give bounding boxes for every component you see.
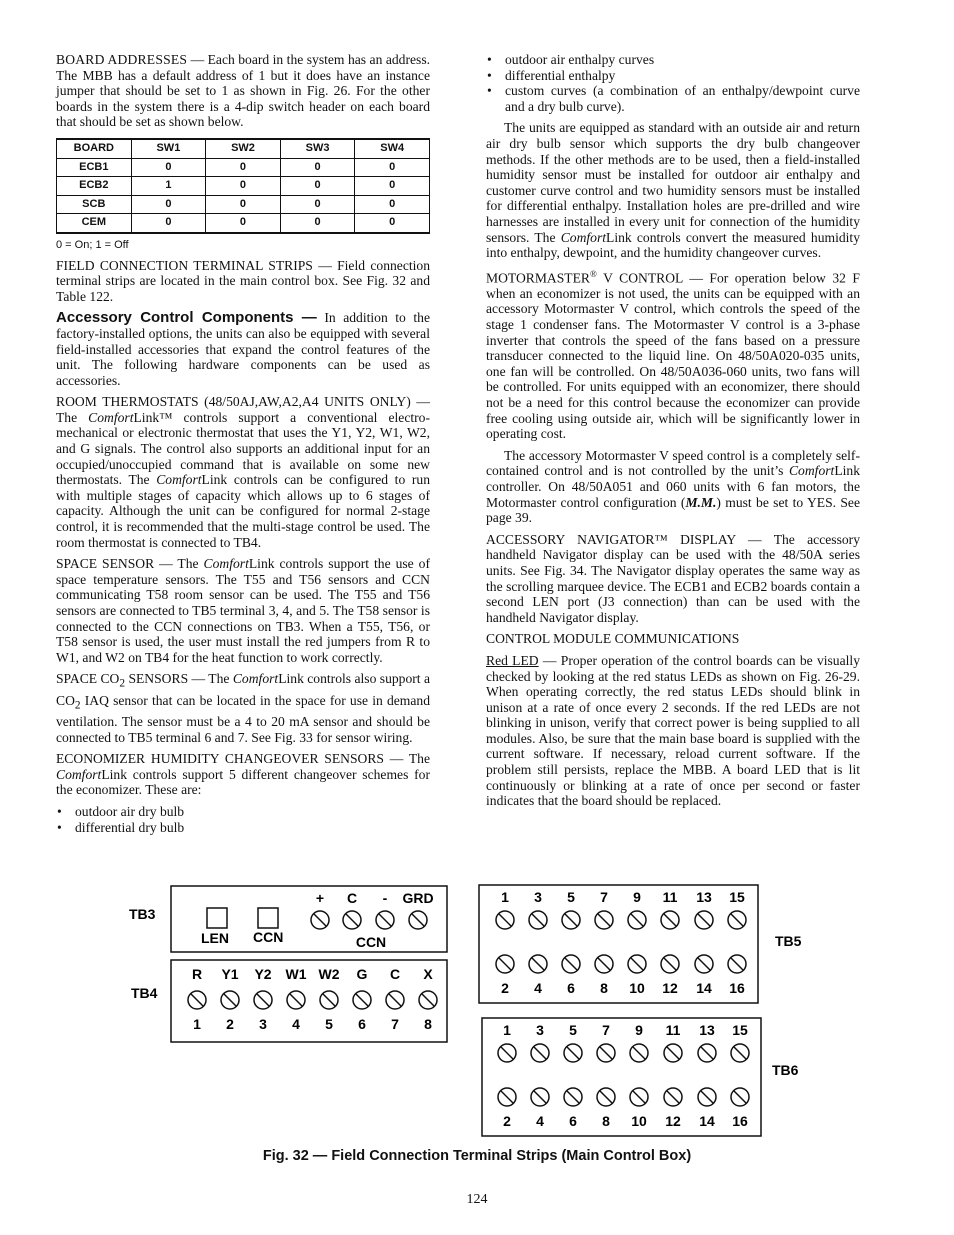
table-cell: 0	[355, 177, 430, 196]
list-item: • outdoor air enthalpy curves	[486, 52, 860, 68]
tb5-terminal-number: 11	[662, 889, 678, 905]
table-cell: ECB1	[57, 158, 132, 177]
terminal-screw-icon	[595, 911, 613, 929]
table-header: SW3	[280, 139, 355, 158]
terminal-screw-icon	[498, 1088, 516, 1106]
tb4-screws	[188, 991, 437, 1009]
left-column	[56, 52, 430, 841]
accessory-paragraph: Accessory Control Components — In addition to the factory-installed options, the units can also be equipped with several field-installed accessories that expand the control features of the unit. The following hardware components can be used as accessories.	[56, 309, 431, 388]
table-cell: 0	[206, 214, 281, 233]
tb5-terminal-number: 15	[729, 889, 745, 905]
tb6-terminal-number: 11	[665, 1022, 681, 1038]
table-cell: SCB	[57, 195, 132, 214]
terminal-screw-icon	[311, 911, 329, 929]
table-cell: CEM	[57, 214, 132, 233]
tb4-terminal-number: 1	[193, 1016, 201, 1032]
tb5-terminal-number: 5	[567, 889, 575, 905]
tb6-terminal-number: 16	[732, 1113, 748, 1129]
tb5-screws	[496, 911, 746, 929]
tb4-terminal-label: Y2	[254, 966, 272, 982]
terminal-screw-icon	[529, 955, 547, 973]
terminal-screw-icon	[695, 955, 713, 973]
terminal-screw-icon	[531, 1088, 549, 1106]
list-item: • custom curves (a combination of an enthalpy/dewpoint curve and a dry bulb curve).	[486, 83, 860, 114]
tb3-screws	[311, 911, 427, 929]
tb5-terminal-number: 7	[600, 889, 608, 905]
tb3-terminal-label: C	[346, 890, 358, 906]
tb5-label: TB5	[775, 933, 802, 949]
space-sensor-paragraph: SPACE SENSOR — The ComfortLink controls support the use of space temperature sensors. The T55 and T56 sensors and CCN communicating T58 room sensor can be used. The T55 and T56 sensors are connected to TB5 terminal 3, 4, and 5. The T58 sensor is connected to the CCN connections on TB3. When a T55, T56, or T58 sensor is used, the user must install the red jumpers from R to W1, and W2 on TB4 for the heat function to work correctly.	[56, 556, 430, 665]
list-item: • differential enthalpy	[486, 68, 860, 84]
tb4-terminal-label: W2	[318, 966, 340, 982]
table-cell: 0	[355, 195, 430, 214]
tb3-terminal-label: GRD	[402, 890, 434, 906]
field-connection-paragraph: FIELD CONNECTION TERMINAL STRIPS — Field connection terminal strips are located in the main control box. See Fig. 32 and Table 122.	[56, 257, 430, 304]
terminal-screw-icon	[188, 991, 206, 1009]
terminal-screw-icon	[695, 911, 713, 929]
table-cell: ECB2	[57, 177, 132, 196]
terminal-screw-icon	[221, 991, 239, 1009]
tb5-terminal-number: 6	[567, 980, 575, 996]
terminal-screw-icon	[664, 1088, 682, 1106]
terminal-screw-icon	[562, 955, 580, 973]
tb3-label: TB3	[129, 906, 156, 922]
terminal-screw-icon	[320, 991, 338, 1009]
tb5-terminal-number: 4	[534, 980, 542, 996]
table-note: 0 = On; 1 = Off	[56, 238, 129, 251]
table-row	[57, 214, 430, 233]
terminal-screw-icon	[728, 911, 746, 929]
tb5-terminal-number: 10	[629, 980, 645, 996]
terminal-screw-icon	[628, 911, 646, 929]
tb4-terminal-label: R	[191, 966, 203, 982]
switch-table	[56, 138, 430, 234]
terminal-screw-icon	[376, 911, 394, 929]
table-cell: 0	[131, 158, 206, 177]
terminal-screw-icon	[661, 955, 679, 973]
tb6-terminal-number: 2	[503, 1113, 511, 1129]
terminal-screw-icon	[630, 1088, 648, 1106]
terminal-screw-icon	[628, 955, 646, 973]
ccn-bus-label: CCN	[355, 934, 387, 950]
red-led-paragraph: Red LED — Proper operation of the control boards can be visually checked by looking at the red status LEDs as shown on Fig. 26-29. When operating correctly, the red status LEDs should blink in unison at a rate of once every 2 seconds. If the red LEDs are not blinking in unison, verify that correct power is being supplied to all modules. Also, be sure that the main base board is supplied with the current software. If necessary, reload current software. If the problem still persists, replace the MBB. A board LED that is lit continuously or blinking at a rate of once per second or faster indicates that the board should be replaced.	[486, 652, 860, 809]
tb5-terminal-number: 3	[534, 889, 542, 905]
tb6-terminal-number: 12	[665, 1113, 681, 1129]
tb4-terminal-number: 2	[226, 1016, 234, 1032]
tb4-terminal-label: Y1	[221, 966, 239, 982]
tb5-terminal-number: 14	[696, 980, 712, 996]
tb6-terminal-number: 3	[536, 1022, 544, 1038]
section-heading: Accessory Control Components —	[56, 309, 317, 327]
table-row	[57, 195, 430, 214]
table-header: SW2	[206, 139, 281, 158]
table-cell: 0	[131, 214, 206, 233]
tb5-terminal-number: 13	[696, 889, 712, 905]
table-cell: 0	[206, 158, 281, 177]
tb3-terminal-label: -	[382, 890, 388, 906]
terminal-screw-icon	[731, 1044, 749, 1062]
table-header: SW1	[131, 139, 206, 158]
tb4-terminal-number: 5	[325, 1016, 333, 1032]
len-label: LEN	[201, 930, 229, 946]
list-item: • outdoor air dry bulb	[56, 804, 430, 820]
terminal-screw-icon	[254, 991, 272, 1009]
tb6-terminal-number: 1	[503, 1022, 511, 1038]
table-cell: 0	[206, 177, 281, 196]
tb4-terminal-label: W1	[285, 966, 307, 982]
table-cell: 0	[131, 195, 206, 214]
terminal-screw-icon	[531, 1044, 549, 1062]
tb6-label: TB6	[772, 1062, 799, 1078]
terminal-screw-icon	[343, 911, 361, 929]
ccn-port-label: CCN	[253, 929, 284, 945]
tb6-terminal-number: 10	[631, 1113, 647, 1129]
table-cell: 0	[355, 158, 430, 177]
terminal-screw-icon	[731, 1088, 749, 1106]
terminal-screw-icon	[698, 1088, 716, 1106]
terminal-strips-figure	[0, 880, 954, 1150]
terminal-screw-icon	[664, 1044, 682, 1062]
terminal-screw-icon	[287, 991, 305, 1009]
space-co2-paragraph: SPACE $CO_2$ SENSORS — The ComfortLink controls also support a $CO_2$ IAQ sensor that can be located in the space for use in demand ventilation. The sensor must be a 4 to 20 mA sensor and should be connected to TB5 terminal 6 and 7. See Fig. 33 for sensor wiring.	[56, 671, 431, 745]
tb6-terminal-number: 6	[569, 1113, 577, 1129]
tb6-terminal-number: 15	[732, 1022, 748, 1038]
table-cell: 0	[280, 177, 355, 196]
tb4-terminal-number: 4	[292, 1016, 300, 1032]
terminal-screw-icon	[564, 1088, 582, 1106]
tb5-terminal-number: 8	[600, 980, 608, 996]
tb4-terminal-number: 8	[424, 1016, 432, 1032]
terminal-screw-icon	[564, 1044, 582, 1062]
terminal-screw-icon	[419, 991, 437, 1009]
terminal-screw-icon	[630, 1044, 648, 1062]
table-cell: 0	[280, 195, 355, 214]
tb6-terminal-number: 4	[536, 1113, 544, 1129]
table-cell: 0	[355, 214, 430, 233]
len-port-icon	[207, 908, 227, 928]
tb3-terminal-label: +	[315, 890, 325, 906]
terminal-screw-icon	[409, 911, 427, 929]
terminal-screw-icon	[386, 991, 404, 1009]
tb6-screws	[498, 1088, 749, 1106]
tb4-box	[171, 960, 447, 1042]
tb6-box	[482, 1018, 761, 1136]
economizer-bullet-list	[56, 804, 430, 835]
tb4-terminal-number: 7	[391, 1016, 399, 1032]
table-cell: 0	[280, 158, 355, 177]
terminal-screw-icon	[698, 1044, 716, 1062]
economizer-paragraph: ECONOMIZER HUMIDITY CHANGEOVER SENSORS — The ComfortLink controls support 5 different changeover schemes for the economizer. These are:	[56, 751, 430, 798]
tb4-terminal-label: X	[423, 966, 433, 982]
terminal-screw-icon	[595, 955, 613, 973]
tb6-terminal-number: 8	[602, 1113, 610, 1129]
tb6-terminal-number: 13	[699, 1022, 715, 1038]
terminal-screw-icon	[353, 991, 371, 1009]
terminal-screw-icon	[728, 955, 746, 973]
tb4-terminal-number: 3	[259, 1016, 267, 1032]
table-row	[57, 158, 430, 177]
terminal-screw-icon	[597, 1088, 615, 1106]
page-number: 124	[466, 1192, 488, 1207]
tb6-terminal-number: 9	[635, 1022, 643, 1038]
tb5-terminal-number: 1	[501, 889, 509, 905]
ccn-port-icon	[258, 908, 278, 928]
table-cell: 0	[206, 195, 281, 214]
tb6-terminal-number: 5	[569, 1022, 577, 1038]
terminal-screw-icon	[498, 1044, 516, 1062]
terminal-screw-icon	[661, 911, 679, 929]
room-thermostats-paragraph: ROOM THERMOSTATS (48/50AJ,AW,A2,A4 UNITS ONLY) — The ComfortLink™ controls support a conventional electro-mechanical or electronic thermostat that uses the Y1, Y2, W1, W2, and G signals. The control also supports an additional input for an occupied/unoccupied command that is available on some new thermostats. The ComfortLink controls can be configured to run with multiple stages of capacity which allows up to 6 stages of capacity. Although the unit can be configured for normal 2-stage control, it is recommended that the multi-stage control be used. The room thermostat is connected to TB4.	[56, 394, 430, 550]
table-row	[57, 177, 430, 196]
terminal-screw-icon	[562, 911, 580, 929]
navigator-paragraph: ACCESSORY NAVIGATOR™ DISPLAY — The accessory handheld Navigator display can be used with the 48/50A series units. See Fig. 34. The Navigator display operates the same way as the scrolling marquee device. The ECB1 and ECB2 boards contain a second LEN port (J3 connection) than can be used with the handheld Navigator display.	[486, 531, 860, 625]
changeover-bullet-list	[486, 52, 860, 114]
tb4-terminal-label: G	[356, 966, 368, 982]
table-header: SW4	[355, 139, 430, 158]
tb4-terminal-label: C	[389, 966, 401, 982]
table-cell: 1	[131, 177, 206, 196]
units-paragraph: The units are equipped as standard with an outside air and return air dry bulb sensor which supports the dry bulb changeover methods. If the other methods are to be used, then a field-installed humidity sensor must be installed for outdoor air enthalpy and customer curve control and two humidity sensors must be installed for differential enthalpy. Installation holes are pre-drilled and wire harnesses are installed in every unit for connection of the humidity sensors. The ComfortLink controls convert the measured humidity into enthalpy, dewpoint, and the humidity changeover curves.	[486, 120, 860, 261]
list-item: • differential dry bulb	[56, 820, 430, 836]
figure-caption: Fig. 32 — Field Connection Terminal Strips (Main Control Box)	[262, 1148, 692, 1164]
tb6-terminal-number: 14	[699, 1113, 715, 1129]
terminal-screw-icon	[496, 955, 514, 973]
tb5-box	[479, 885, 758, 1003]
motormaster-paragraph: MOTORMASTER® V CONTROL — For operation below 32 F when an economizer is not used, the units can be equipped with an accessory Motormaster V control, which controls the speed of the stage 1 condenser fans. The Motormaster V control is a 3-phase inverter that controls the speed of the fans based on a pressure transducer connected to the liquid line. On 48/50A020-035 units, one fan will be controlled. On 48/50A036-060 units, two fans will be controlled. For units equipped with an economizer, there should not be a need for this control because the economizer can provide free cooling using outside air, which will be significantly lower in operating cost.	[486, 268, 860, 442]
tb5-terminal-number: 16	[729, 980, 745, 996]
comm-heading: CONTROL MODULE COMMUNICATIONS	[486, 631, 740, 647]
tb4-terminal-number: 6	[358, 1016, 366, 1032]
tb5-terminal-number: 9	[633, 889, 641, 905]
tb5-terminal-number: 12	[662, 980, 678, 996]
right-column	[486, 52, 860, 815]
tb6-screws	[498, 1044, 749, 1062]
table-cell: 0	[280, 214, 355, 233]
tb5-terminal-number: 2	[501, 980, 509, 996]
terminal-screw-icon	[529, 911, 547, 929]
board-addresses-paragraph: BOARD ADDRESSES — Each board in the system has an address. The MBB has a default address of 1 but it does have an instance jumper that should be set to 1 as shown in Fig. 26. For the other boards in the system there is a 4-dip switch header on each board that should be set as shown below.	[56, 52, 431, 130]
table-header: BOARD	[57, 139, 132, 158]
accessory-speed-paragraph: The accessory Motormaster V speed control is a completely self-contained control and is not controlled by the unit’s ComfortLink controller. On 48/50A051 and 060 units with 6 fan motors, the Motormaster control configuration (M.M.) must be set to YES. See page 39.	[486, 447, 860, 526]
terminal-screw-icon	[496, 911, 514, 929]
terminal-screw-icon	[597, 1044, 615, 1062]
tb6-terminal-number: 7	[602, 1022, 610, 1038]
tb5-screws	[496, 955, 746, 973]
tb4-label: TB4	[131, 985, 158, 1001]
